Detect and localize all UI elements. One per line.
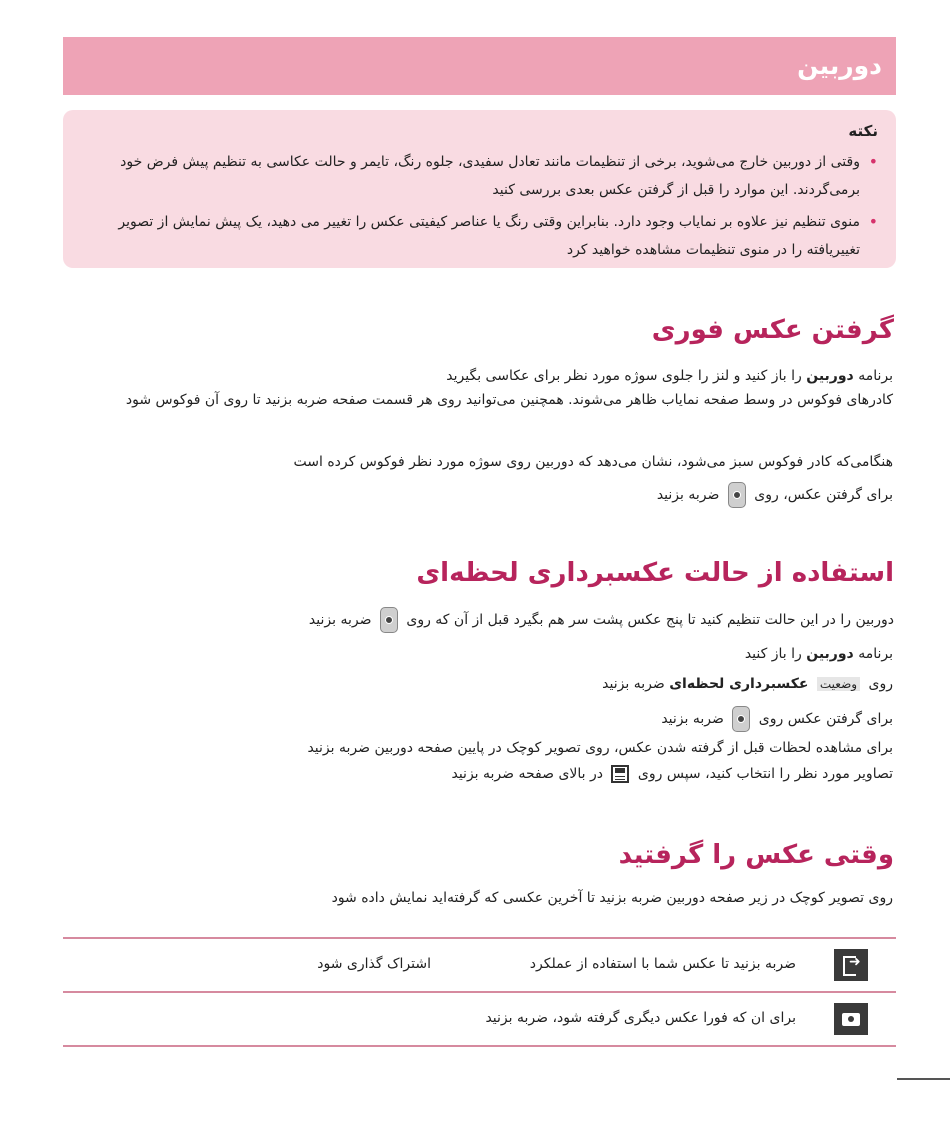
shutter-button-icon xyxy=(728,482,746,508)
table-row xyxy=(63,937,896,991)
page-title: دوربین xyxy=(797,51,882,80)
note-item xyxy=(78,148,878,204)
camera-icon xyxy=(834,1003,868,1035)
note-item-text: وقتی از دوربین خارج می‌شوید، برخی از تنظیمات مانند تعادل سفیدی، جلوه رنگ، تایمر و حالت عکاسی به تنظیم پیش فرض خود برمی‌گردند. این موارد را قبل از گرفتن عکس بعدی بررسی کنید xyxy=(120,154,860,198)
section1-line2: کادرهای فوکوس در وسط صفحه نمایاب ظاهر می‌شوند. همچنین می‌توانید روی هر قسمت صفحه ضربه بزنید تا روی آن فوکوس شود xyxy=(125,392,893,408)
section1-line1 xyxy=(446,364,893,388)
text: روی xyxy=(868,676,893,692)
text: در بالای صفحه ضربه بزنید xyxy=(451,766,604,782)
section1-line4 xyxy=(657,482,893,508)
note-item xyxy=(78,208,878,264)
actions-table xyxy=(63,937,896,1047)
note-box xyxy=(63,110,896,268)
mode-name: عکسبرداری لحظه‌ای xyxy=(669,676,809,692)
note-item-text: منوی تنظیم نیز علاوه بر نمایاب وجود دارد. بنابراین وقتی رنگ یا عناصر کیفیتی عکس را تغییر می دهید، یک پیش نمایش از تصویر تغییریافته را در منوی تنظیمات مشاهده خواهید کرد xyxy=(118,214,860,258)
text: برنامه xyxy=(858,368,893,384)
app-name: دوربین xyxy=(806,368,854,384)
note-list xyxy=(78,148,878,268)
text: را باز کنید xyxy=(744,646,802,662)
bullet-icon: • xyxy=(868,152,878,171)
section-heading-burst-shot: استفاده از حالت عکسبرداری لحظه‌ای xyxy=(416,558,894,588)
header-bar xyxy=(63,37,896,95)
section3-intro: روی تصویر کوچک در زیر صفحه دوربین ضربه بزنید تا آخرین عکسی که گرفته‌اید نمایش داده شود xyxy=(331,890,893,906)
note-title: نکته xyxy=(848,122,878,140)
section2-step5 xyxy=(451,762,893,786)
text: برای گرفتن عکس روی xyxy=(758,711,893,727)
text: ضربه بزنید xyxy=(661,711,724,727)
section1-line3: هنگامی‌که کادر فوکوس سبز می‌شود، نشان می‌دهد که دوربین روی سوژه مورد نظر فوکوس کرده است xyxy=(293,454,893,470)
text: دوربین را در این حالت تنظیم کنید تا پنج عکس پشت سر هم بگیرد قبل از آن که روی xyxy=(406,612,894,628)
text: برای گرفتن عکس، روی xyxy=(754,487,893,503)
page-footer-rule xyxy=(897,1078,950,1080)
row-description-extra: اشتراک گذاری شود xyxy=(317,956,431,972)
section-heading-after-capture: وقتی عکس را گرفتید xyxy=(618,840,894,870)
section2-step1 xyxy=(745,642,893,666)
text: را باز کنید و لنز را جلوی سوژه مورد نظر برای عکاسی بگیرید xyxy=(446,368,802,384)
shutter-button-icon xyxy=(732,706,750,732)
section2-step2 xyxy=(602,672,893,696)
table-row xyxy=(63,991,896,1047)
mode-label: وضعیت xyxy=(817,677,860,691)
row-description: برای ان که فورا عکس دیگری گرفته شود، ضربه بزنید xyxy=(485,1010,796,1026)
row-description: ضربه بزنید تا عکس شما با استفاده از عملکرد xyxy=(529,956,796,972)
text: ضربه بزنید xyxy=(602,676,665,692)
section2-step3 xyxy=(661,706,893,732)
save-icon xyxy=(611,765,629,783)
shutter-button-icon xyxy=(380,607,398,633)
section2-intro xyxy=(309,607,894,633)
section2-step4: برای مشاهده لحظات قبل از گرفته شدن عکس، روی تصویر کوچک در پایین صفحه دوربین ضربه بزنید xyxy=(307,740,893,756)
text: تصاویر مورد نظر را انتخاب کنید، سپس روی xyxy=(637,766,893,782)
share-icon xyxy=(834,949,868,981)
app-name: دوربین xyxy=(806,646,854,662)
text: ضربه بزنید xyxy=(308,612,372,628)
text: برنامه xyxy=(858,646,893,662)
section-heading-instant-photo: گرفتن عکس فوری xyxy=(651,315,894,345)
text: ضربه بزنید xyxy=(656,487,720,503)
bullet-icon: • xyxy=(868,212,878,231)
